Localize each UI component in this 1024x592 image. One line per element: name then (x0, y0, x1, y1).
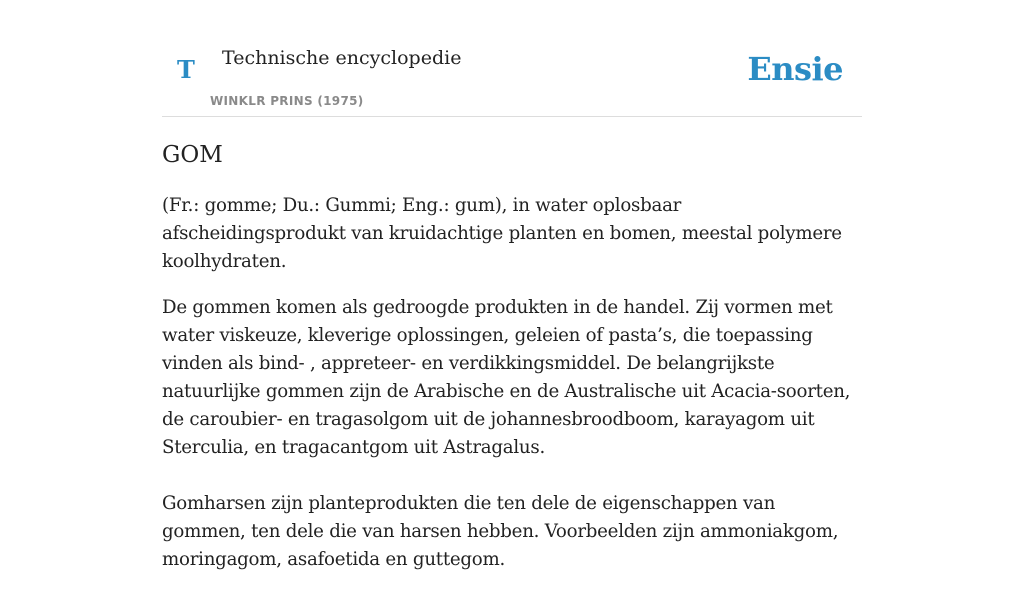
entry-title: GOM (162, 142, 223, 168)
page (162, 0, 862, 570)
source-title-link[interactable]: Technische encyclopedie (222, 47, 462, 69)
brand-logo[interactable]: Ensie (747, 50, 843, 88)
entry-body (162, 192, 862, 592)
source-header (162, 0, 862, 117)
entry-paragraph: (Fr.: gomme; Du.: Gummi; Eng.: gum), in water oplosbaar afscheidingsprodukt van kruidachtige planten en bomen, meestal polymere koolhydraten. (162, 195, 842, 272)
source-logo-icon[interactable]: T (177, 55, 195, 84)
entry-paragraph: Gomharsen zijn planteprodukten die ten dele de eigenschappen van gommen, ten dele die van harsen hebben. Voorbeelden zijn ammoniakgom, moringagom, asafoetida en guttegom. (162, 493, 839, 570)
entry-paragraph: De gommen komen als gedroogde produkten in de handel. Zij vormen met water viskeuze, kleverige oplossingen, geleien of pasta’s, die toepassing vinden als bind- , appreteer- en verdikkingsmiddel. De belangrijkste natuurlijke gommen zijn de Arabische en de Australische uit Acacia-soorten, de caroubier- en tragasolgom uit de johannesbroodboom, karayagom uit Sterculia, en tragacantgom uit Astragalus. (162, 297, 851, 458)
source-subtitle: WINKLR PRINS (1975) (210, 94, 364, 108)
